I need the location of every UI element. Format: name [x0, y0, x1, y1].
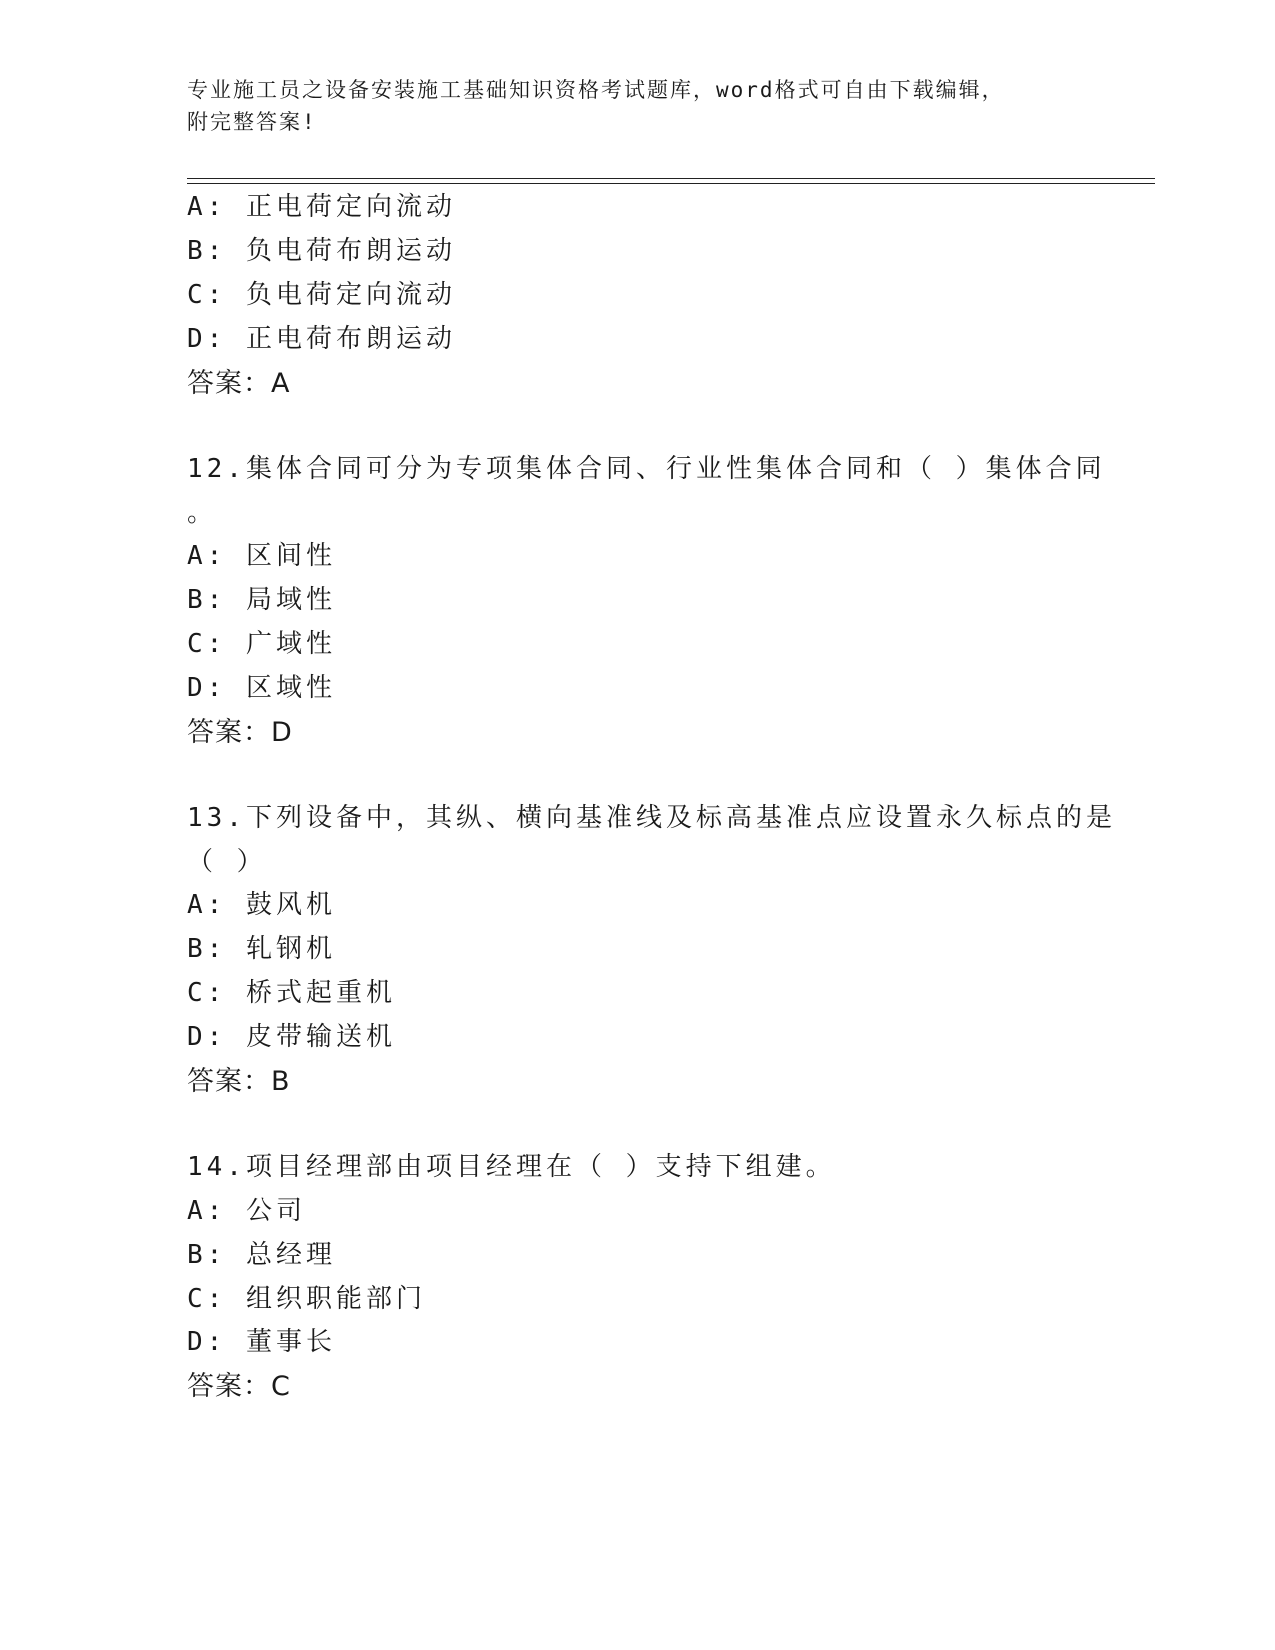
q14-answer: 答案：C: [187, 1371, 291, 1402]
q14-option-c: C: 组织职能部门: [187, 1284, 426, 1314]
header-divider-bottom: [187, 183, 1155, 184]
q13-option-d: D: 皮带输送机: [187, 1022, 396, 1052]
q12-option-a: A: 区间性: [187, 541, 336, 571]
q13-option-b: B: 轧钢机: [187, 934, 336, 964]
q13-option-a: A: 鼓风机: [187, 890, 336, 920]
q12-stem: 12.集体合同可分为专项集体合同、行业性集体合同和（ ）集体合同: [187, 454, 1106, 484]
q13-answer: 答案：B: [187, 1066, 291, 1097]
q12-option-d: D: 区域性: [187, 673, 336, 703]
q11-option-a: A: 正电荷定向流动: [187, 192, 456, 222]
header-line-2: 附完整答案!: [187, 110, 317, 134]
q14-stem: 14.项目经理部由项目经理在（ ）支持下组建。: [187, 1152, 836, 1182]
q12-answer: 答案：D: [187, 717, 293, 748]
q13-option-c: C: 桥式起重机: [187, 978, 396, 1008]
q11-answer: 答案：A: [187, 368, 291, 399]
q14-option-d: D: 董事长: [187, 1327, 336, 1357]
q13-stem-cont: （ ）: [187, 847, 267, 877]
q11-option-c: C: 负电荷定向流动: [187, 280, 456, 310]
q12-stem-cont: 。: [187, 498, 218, 528]
q12-option-c: C: 广域性: [187, 629, 336, 659]
q14-option-a: A: 公司: [187, 1196, 306, 1226]
header-divider-top: [187, 178, 1155, 179]
q12-option-b: B: 局域性: [187, 585, 336, 615]
q11-option-b: B: 负电荷布朗运动: [187, 236, 456, 266]
q14-option-b: B: 总经理: [187, 1240, 336, 1270]
document-header: [187, 74, 1067, 138]
q13-stem: 13.下列设备中，其纵、横向基准线及标高基准点应设置永久标点的是: [187, 803, 1116, 833]
header-line-1: 专业施工员之设备安装施工基础知识资格考试题库，word格式可自由下载编辑，: [187, 78, 1005, 102]
q11-option-d: D: 正电荷布朗运动: [187, 324, 456, 354]
